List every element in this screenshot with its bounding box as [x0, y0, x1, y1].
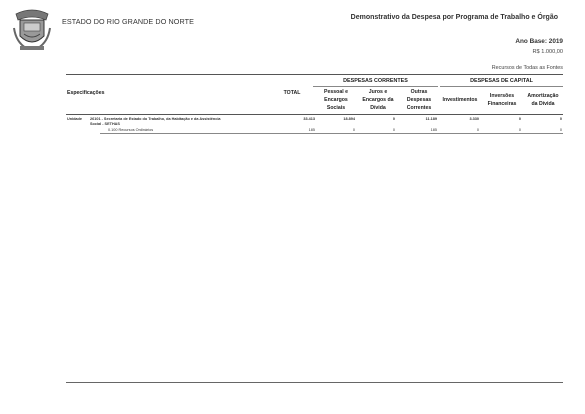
group-underline-current [313, 86, 438, 87]
source-personnel: 0 [352, 128, 355, 132]
source-investments: 0 [476, 128, 479, 132]
source-interest: 0 [392, 128, 395, 132]
col-amortization: Amortização da Dívida [527, 93, 559, 107]
base-year: Ano Base: 2019 [515, 38, 563, 45]
col-interest: Juros e Encargos da Dívida [362, 89, 394, 111]
state-name: ESTADO DO RIO GRANDE DO NORTE [62, 17, 195, 26]
source-other-current: 185 [430, 128, 437, 132]
col-financial: Inversões Financeiras [487, 93, 517, 107]
currency-unit: R$ 1.000,00 [532, 49, 563, 55]
unit-name: 26101 - Secretaria de Estado do Trabalho, da Habitação e da Assistência [90, 117, 221, 121]
unit-other-current: 11.189 [425, 117, 437, 121]
state-coat-of-arms-icon [12, 8, 52, 52]
unit-amortization: 0 [559, 117, 562, 121]
page-bottom-rule [66, 382, 563, 383]
unit-total: 33.413 [303, 117, 315, 121]
sources-label: Recursos de Todas as Fontes [491, 65, 563, 71]
header-bottom-rule [66, 114, 563, 115]
table-top-rule [66, 74, 563, 75]
group-current-expenses: DESPESAS CORRENTES [343, 78, 408, 84]
col-other-current: Outras Despesas Correntes [406, 89, 432, 111]
unit-personnel: 18.894 [343, 117, 355, 121]
unit-name-continuation: Social - SETHAS [90, 122, 120, 126]
unit-interest: 0 [392, 117, 395, 121]
source-amortization: 0 [559, 128, 562, 132]
col-investments: Investimentos [442, 97, 478, 103]
unit-investments: 3.330 [469, 117, 479, 121]
group-underline-capital [440, 86, 563, 87]
col-specifications: Especificações [67, 90, 105, 96]
col-personnel: Pessoal e Encargos Sociais [324, 89, 348, 111]
col-total: TOTAL [283, 90, 301, 96]
source-row-rule [100, 133, 563, 134]
source-financial: 0 [518, 128, 521, 132]
unit-financial: 0 [518, 117, 521, 121]
report-title: Demonstrativo da Despesa por Programa de Trabalho e Órgão [350, 14, 558, 21]
source-total: 185 [308, 128, 315, 132]
unit-prefix: Unidade [67, 117, 82, 121]
group-capital-expenses: DESPESAS DE CAPITAL [470, 78, 533, 84]
source-label: 0.100 Recursos Ordinários [108, 128, 154, 132]
